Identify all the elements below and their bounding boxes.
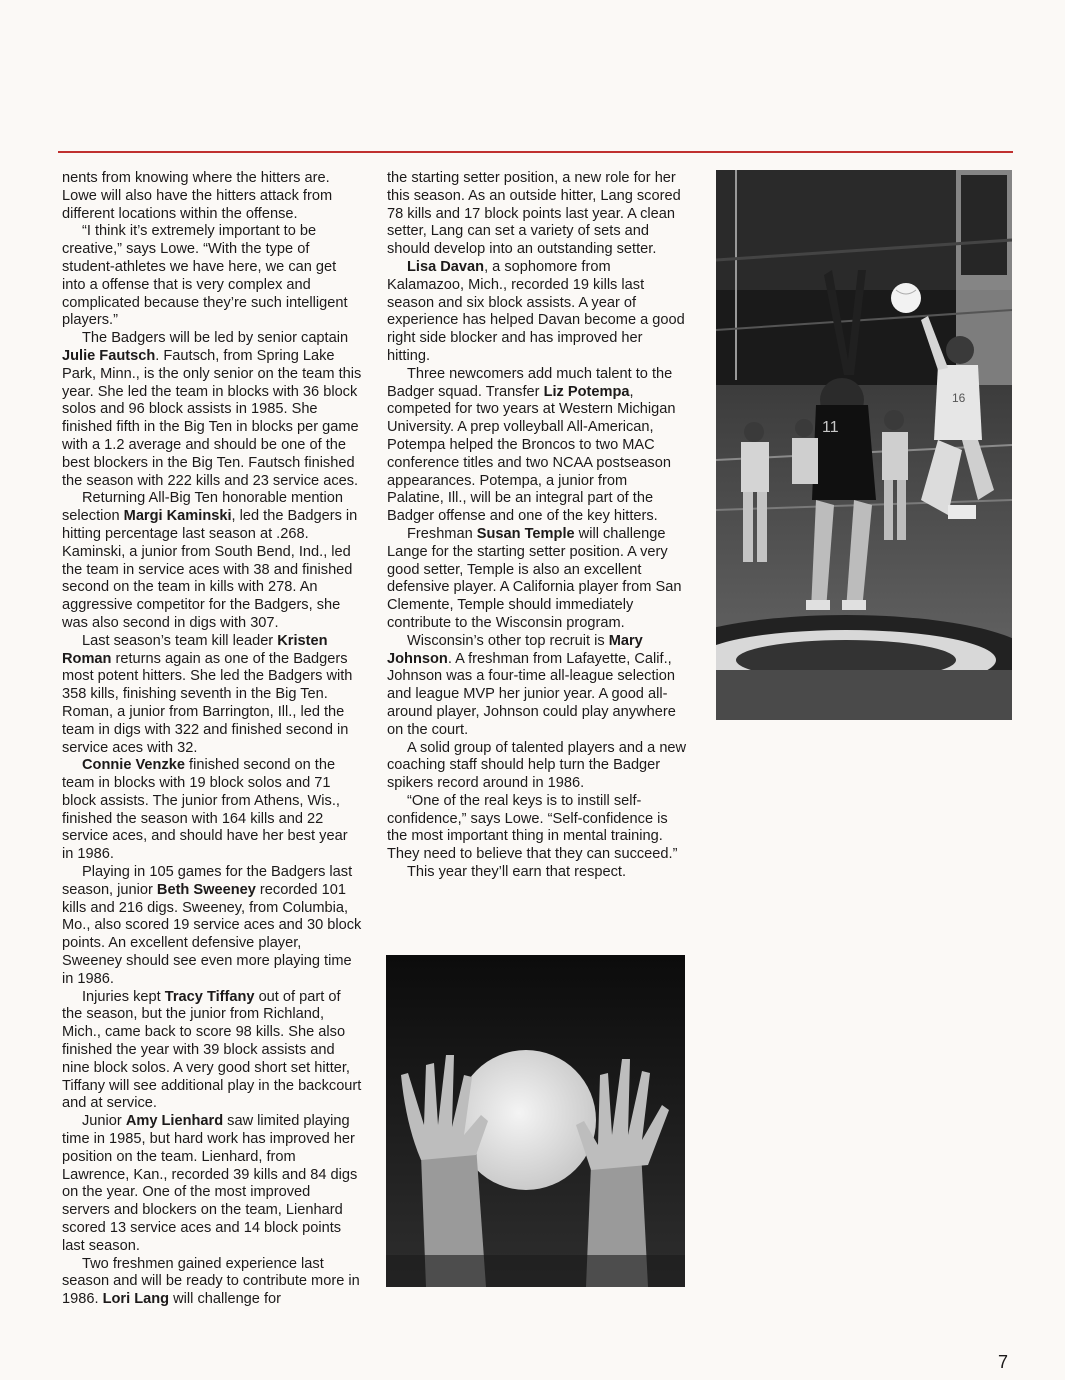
paragraph xyxy=(387,366,687,526)
player-name: Liz Potempa xyxy=(543,383,630,400)
paragraph xyxy=(387,633,687,740)
paragraph: nents from knowing where the hitters are. Lowe will also have the hitters attack from different locations within the offense. xyxy=(62,170,333,222)
volleyball-match-illustration xyxy=(716,170,1012,720)
player-name: Lisa Davan xyxy=(407,258,485,275)
paragraph: the starting setter position, a new role for her this season. As an outside hitter, Lang scored 78 kills and 17 block points last year. A clean setter, Lang can set a variety of sets and should develop into an outstanding setter. xyxy=(387,170,681,258)
page-number: 7 xyxy=(998,1352,1009,1372)
player-name: Margi Kaminski xyxy=(123,508,232,525)
paragraph-text: Playing in 105 games for the Badgers last season, junior xyxy=(62,864,353,898)
player-name: Susan Temple xyxy=(476,525,575,542)
paragraph xyxy=(387,526,687,633)
paragraph-text: will challenge Lange for the starting setter position. A very good setter, Temple is also an excellent defensive player. A California player from San Clemente, Temple should immediately contribute to the Wisconsin program. xyxy=(387,525,682,631)
paragraph-text: Wisconsin’s other top recruit is xyxy=(407,632,609,649)
paragraph-text: Returning All-Big Ten honorable mention selection xyxy=(62,490,343,525)
player-name: Kristen Roman xyxy=(62,632,328,667)
paragraph-text: The Badgers will be led by senior captain xyxy=(82,330,349,347)
paragraph: A solid group of talented players and a new coaching staff should help turn the Badger spikers record around in 1986. xyxy=(387,739,687,792)
player-name: Beth Sweeney xyxy=(156,881,256,898)
hands-and-ball-illustration xyxy=(386,955,685,1287)
jersey-number: 16 xyxy=(952,391,966,405)
paragraph-text: . A freshman from Lafayette, Calif., Johnson was a four-time all-league selection and league MVP her junior year. A good all-around player, Johnson could play anywhere on the court. xyxy=(387,650,676,738)
paragraph-text: Last season’s team kill leader xyxy=(82,632,278,649)
player-name: Julie Fautsch xyxy=(62,347,156,364)
player-name: Tracy Tiffany xyxy=(164,988,255,1005)
paragraph-text: out of part of the season, but the junior from Richland, Mich., came back to score 98 kills. She also finished the year with 39 block assists and nine block solos. A very good short set hitter, Tiffany will see additional play in the backcourt and at service. xyxy=(62,988,362,1112)
paragraph-text: , led the Badgers in hitting percentage last season at .268. Kaminski, a junior from South Bend, Ind., led the team in service aces with 38 and finished second on the team in kills with 278. An aggressive competitor for the Badgers, she was also second in digs with 307. xyxy=(62,508,358,631)
paragraph-text: Freshman xyxy=(407,525,477,542)
article-column-1 xyxy=(62,170,362,1309)
paragraph xyxy=(62,633,362,758)
player-name: Mary Johnson xyxy=(387,632,643,667)
paragraph-text: recorded 101 kills and 216 digs. Sweeney, from Columbia, Mo., also scored 19 service aces and 30 block points. An excellent defensive player, Sweeney should see even more playing time in 1986. xyxy=(62,881,362,987)
paragraph-text: , a sophomore from Kalamazoo, Mich., recorded 19 kills last season and six block assists. A year of experience has helped Davan become a good right side blocker and has improved her hitting. xyxy=(387,258,685,364)
article-column-2 xyxy=(387,170,687,882)
player-name: Amy Lienhard xyxy=(125,1113,224,1130)
paragraph-text: saw limited playing time in 1985, but hard work has improved her position on the team. Lienhard, from Lawrence, Kan., recorded 39 kills and 84 digs on the year. One of the most improved servers and blockers on the team, Lienhard scored 13 service aces and 14 block points last season. xyxy=(62,1113,358,1254)
paragraph: “One of the real keys is to instill self-confidence,” says Lowe. “Self-confidence is the most important thing in mental training. They need to believe that they can succeed.” xyxy=(387,792,678,863)
paragraph-text: Junior xyxy=(82,1113,126,1130)
paragraph xyxy=(62,330,362,490)
paragraph xyxy=(62,989,362,1114)
header-rule xyxy=(58,151,1013,153)
player-name: Lori Lang xyxy=(102,1291,170,1308)
paragraph-text: Two freshmen gained experience last season and will be ready to contribute more in 1986. xyxy=(62,1255,360,1308)
paragraph xyxy=(62,1256,362,1309)
paragraph-text: finished second on the team in blocks with 19 block solos and 71 block assists. The junior from Athens, Wis., finished the season with 164 kills and 22 service aces, and should have her best year in 1986. xyxy=(62,757,348,863)
volleyball-match-photo xyxy=(716,170,1012,720)
paragraph xyxy=(62,757,362,864)
paragraph-text: Injuries kept xyxy=(82,988,165,1005)
paragraph-text: . Fautsch, from Spring Lake Park, Minn., is the only senior on the team this year. She led the team in blocks with 36 block solos and 96 block assists in 1985. She finished fifth in the Big Ten in blocks per game with a 1.2 average and should be one of the best blockers in the Big Ten. Fautsch finished the season with 222 kills and 23 service aces. xyxy=(62,347,362,489)
paragraph-text: Three newcomers add much talent to the Badger squad. Transfer xyxy=(387,365,673,400)
hands-and-ball-photo xyxy=(386,955,685,1287)
paragraph: This year they’ll earn that respect. xyxy=(407,864,627,881)
paragraph-text: will challenge for xyxy=(169,1291,282,1308)
jersey-number: 11 xyxy=(822,419,839,436)
player-name: Connie Venzke xyxy=(82,757,185,774)
paragraph: “I think it’s extremely important to be creative,” says Lowe. “With the type of student-athletes we have here, we can get into a offense that is very complex and complicated because they’re such intelligent players.” xyxy=(62,223,348,329)
paragraph-text: returns again as one of the Badgers most potent hitters. She led the Badgers with 358 kills, finishing seventh in the Big Ten. Roman, a junior from Barrington, Ill., led the team in digs with 322 and finished second in service aces with 32. xyxy=(62,650,353,756)
paragraph xyxy=(62,1113,362,1255)
paragraph xyxy=(62,864,362,989)
paragraph-text: , competed for two years at Western Michigan University. A prep volleyball All-American, Potempa helped the Broncos to two MAC conference titles and two NCAA postseason appearances. Potempa, a junior from Palatine, Ill., will be an integral part of the Badger offense and one of the key hitters. xyxy=(387,383,676,525)
paragraph xyxy=(62,490,362,632)
paragraph xyxy=(387,259,687,366)
